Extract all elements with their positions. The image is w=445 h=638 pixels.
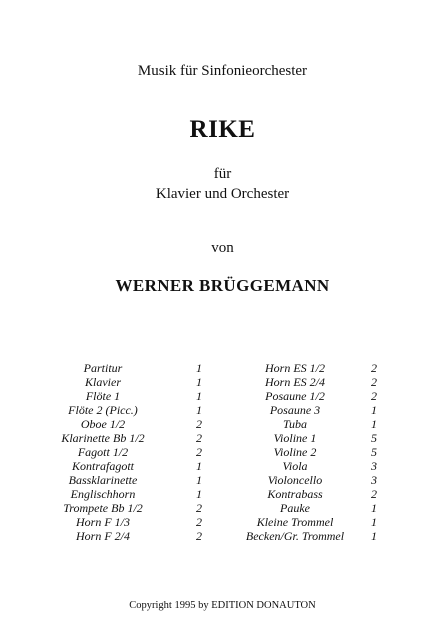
part-name: Kleine Trommel	[256, 515, 334, 529]
part-name: Trompete Bb 1/2	[63, 501, 143, 515]
part-name: Klarinette Bb 1/2	[61, 431, 145, 445]
part-name: Flöte 1	[85, 389, 121, 403]
part-count: 2	[196, 445, 202, 459]
part-count: 1	[196, 375, 202, 389]
part-name: Fagott 1/2	[77, 445, 129, 459]
part-name: Posaune 1/2	[265, 389, 325, 403]
parts-row	[0, 417, 445, 431]
copyright-notice: Copyright 1995 by EDITION DONAUTON	[129, 600, 316, 611]
part-count: 2	[371, 389, 377, 403]
part-count: 3	[371, 473, 377, 487]
part-count: 1	[371, 417, 377, 431]
parts-row	[0, 361, 445, 375]
parts-row	[0, 375, 445, 389]
parts-row	[0, 431, 445, 445]
part-name: Partitur	[83, 361, 123, 375]
part-name: Posaune 3	[269, 403, 321, 417]
part-name: Tuba	[282, 417, 307, 431]
part-name: Violoncello	[267, 473, 323, 487]
part-count: 2	[371, 361, 377, 375]
part-count: 2	[196, 417, 202, 431]
part-name: Horn ES 2/4	[265, 375, 325, 389]
part-count: 1	[371, 403, 377, 417]
part-name: Pauke	[280, 501, 310, 515]
part-count: 2	[196, 501, 202, 515]
part-name: Oboe 1/2	[80, 417, 126, 431]
instrumentation-subtitle: Klavier und Orchester	[155, 186, 290, 202]
part-count: 1	[196, 459, 202, 473]
part-count: 2	[196, 529, 202, 543]
part-name: Horn ES 1/2	[265, 361, 325, 375]
parts-row	[0, 445, 445, 459]
part-name: Kontrabass	[267, 487, 323, 501]
part-count: 1	[371, 529, 377, 543]
part-count: 2	[371, 487, 377, 501]
part-count: 5	[371, 431, 377, 445]
composer-name: WERNER BRÜGGEMANN	[115, 276, 330, 295]
by-label: von	[211, 240, 234, 256]
part-count: 1	[196, 473, 202, 487]
part-name: Violine 1	[273, 431, 317, 445]
part-name: Bassklarinette	[68, 473, 138, 487]
parts-row	[0, 403, 445, 417]
part-name: Kontrafagott	[71, 459, 134, 473]
parts-row	[0, 487, 445, 501]
part-count: 1	[196, 487, 202, 501]
parts-row	[0, 389, 445, 403]
parts-row	[0, 529, 445, 543]
part-name: Klavier	[85, 375, 121, 389]
dedication-for: für	[213, 166, 232, 182]
part-name: Horn F 2/4	[76, 529, 130, 543]
part-count: 2	[371, 375, 377, 389]
part-count: 1	[196, 389, 202, 403]
series-title: Musik für Sinfonieorchester	[137, 63, 308, 79]
parts-row	[0, 501, 445, 515]
part-count: 5	[371, 445, 377, 459]
part-count: 2	[196, 515, 202, 529]
part-name: Becken/Gr. Trommel	[245, 529, 345, 543]
part-count: 3	[371, 459, 377, 473]
part-count: 1	[196, 361, 202, 375]
parts-row	[0, 473, 445, 487]
part-name: Flöte 2 (Picc.)	[68, 403, 138, 417]
part-count: 2	[196, 431, 202, 445]
work-title: RIKE	[189, 116, 256, 143]
part-name: Horn F 1/3	[76, 515, 130, 529]
parts-row	[0, 515, 445, 529]
part-count: 1	[371, 515, 377, 529]
part-name: Violine 2	[273, 445, 317, 459]
part-name: Englischhorn	[70, 487, 136, 501]
part-count: 1	[196, 403, 202, 417]
part-name: Viola	[282, 459, 308, 473]
part-count: 1	[371, 501, 377, 515]
parts-row	[0, 459, 445, 473]
